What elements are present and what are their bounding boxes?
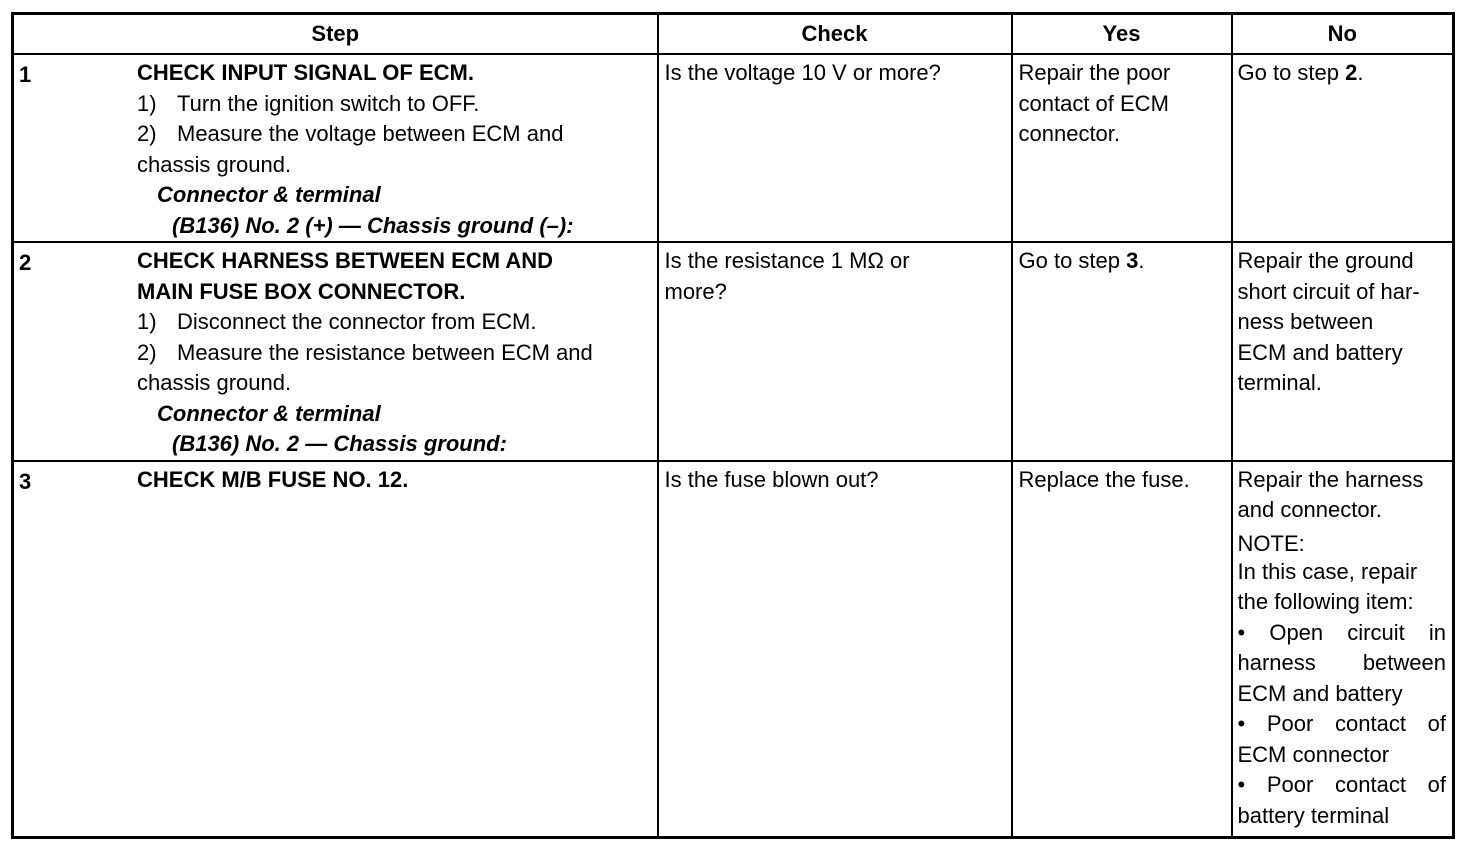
yes-step-ref: 3 — [1126, 248, 1139, 273]
step-title: MAIN FUSE BOX CONNECTOR. — [137, 278, 466, 304]
sub-step — [137, 307, 651, 338]
yes-cell — [1012, 54, 1232, 242]
check-text: Is the voltage 10 V or more? — [664, 60, 941, 85]
no-line: and connector. — [1237, 497, 1382, 522]
note-bullet-line: ECM connector — [1237, 741, 1390, 767]
no-cell — [1232, 242, 1454, 461]
step-title: CHECK HARNESS BETWEEN ECM AND — [137, 248, 553, 273]
no-cell — [1232, 461, 1454, 838]
note-line: In this case, repair — [1237, 558, 1418, 584]
check-line: more? — [664, 278, 727, 304]
yes-line: Repair the poor — [1018, 60, 1171, 85]
no-line: Repair the ground — [1237, 248, 1414, 273]
connector-label: Connector & terminal — [157, 400, 381, 426]
sub-step-number: 2) — [137, 339, 157, 365]
no-line: short circuit of har- — [1237, 278, 1420, 304]
header-no: No — [1232, 14, 1454, 55]
yes-cell — [1012, 242, 1232, 461]
sub-step-continuation: chassis ground. — [137, 370, 292, 395]
sub-step — [137, 89, 651, 120]
note-bullet-line: • Poor contact of — [1237, 711, 1446, 736]
step-title: CHECK INPUT SIGNAL OF ECM. — [137, 60, 474, 85]
note-bullet-line: ECM and battery — [1237, 680, 1403, 706]
table-row — [13, 242, 1454, 461]
header-yes: Yes — [1012, 14, 1232, 55]
check-cell — [658, 242, 1012, 461]
yes-line: contact of ECM — [1018, 90, 1169, 116]
table-header-row — [13, 14, 1454, 55]
check-cell — [658, 54, 1012, 242]
sub-step-text: Measure the resistance between ECM and — [177, 339, 593, 365]
yes-cell — [1012, 461, 1232, 838]
table-row — [13, 461, 1454, 838]
check-text: Is the fuse blown out? — [664, 466, 879, 492]
note-line: the following item: — [1237, 589, 1414, 614]
no-text — [1233, 462, 1453, 832]
note-bullet-line: • Poor contact of — [1237, 772, 1446, 797]
yes-prefix: Go to step — [1018, 248, 1127, 273]
no-line: ness between — [1237, 309, 1374, 334]
sub-step-text: Disconnect the connector from ECM. — [177, 309, 537, 334]
yes-text — [1013, 243, 1231, 277]
note-bullet-line: harness between — [1237, 650, 1446, 675]
check-line: Is the resistance 1 MΩ or — [664, 248, 910, 273]
no-text — [1233, 243, 1453, 399]
no-line: ECM and battery — [1237, 339, 1403, 365]
step-cell — [13, 461, 658, 838]
step-cell — [13, 54, 658, 242]
step-title: CHECK M/B FUSE NO. 12. — [137, 466, 409, 492]
header-step: Step — [13, 14, 658, 55]
connector-value: (B136) No. 2 — Chassis ground: — [172, 431, 507, 456]
yes-text — [1013, 55, 1231, 150]
header-check: Check — [658, 14, 1012, 55]
note-bullet-line: • Open circuit in — [1237, 619, 1446, 645]
diagnostic-procedure-table — [11, 12, 1455, 839]
sub-step-number: 1) — [137, 309, 157, 334]
no-suffix: . — [1357, 60, 1364, 85]
step-body — [137, 246, 651, 460]
note-bullet-line: battery terminal — [1237, 802, 1390, 828]
note-heading: NOTE: — [1237, 530, 1305, 556]
yes-line: connector. — [1018, 121, 1121, 146]
sub-step — [137, 119, 651, 150]
check-cell — [658, 461, 1012, 838]
no-line: Repair the harness — [1237, 466, 1424, 492]
step-cell — [13, 242, 658, 461]
sub-step-text: Measure the voltage between ECM and — [177, 121, 564, 146]
step-body — [137, 58, 651, 241]
no-text — [1233, 55, 1453, 89]
connector-label: Connector & terminal — [157, 182, 381, 207]
no-cell — [1232, 54, 1454, 242]
check-text — [659, 243, 1011, 307]
sub-step-text: Turn the ignition switch to OFF. — [177, 90, 480, 116]
no-line: terminal. — [1237, 370, 1322, 395]
yes-text: Replace the fuse. — [1018, 466, 1190, 492]
yes-suffix: . — [1138, 248, 1145, 273]
table-row — [13, 54, 1454, 242]
step-number: 3 — [19, 468, 32, 494]
no-prefix: Go to step — [1237, 60, 1346, 85]
sub-step-continuation: chassis ground. — [137, 151, 292, 177]
sub-step-number: 2) — [137, 121, 157, 146]
step-number: 2 — [19, 250, 32, 275]
sub-step-number: 1) — [137, 90, 157, 116]
sub-step — [137, 338, 651, 369]
step-body — [137, 465, 651, 496]
step-number: 1 — [19, 62, 32, 87]
no-step-ref: 2 — [1345, 60, 1358, 85]
connector-value: (B136) No. 2 (+) — Chassis ground (–): — [172, 212, 574, 238]
